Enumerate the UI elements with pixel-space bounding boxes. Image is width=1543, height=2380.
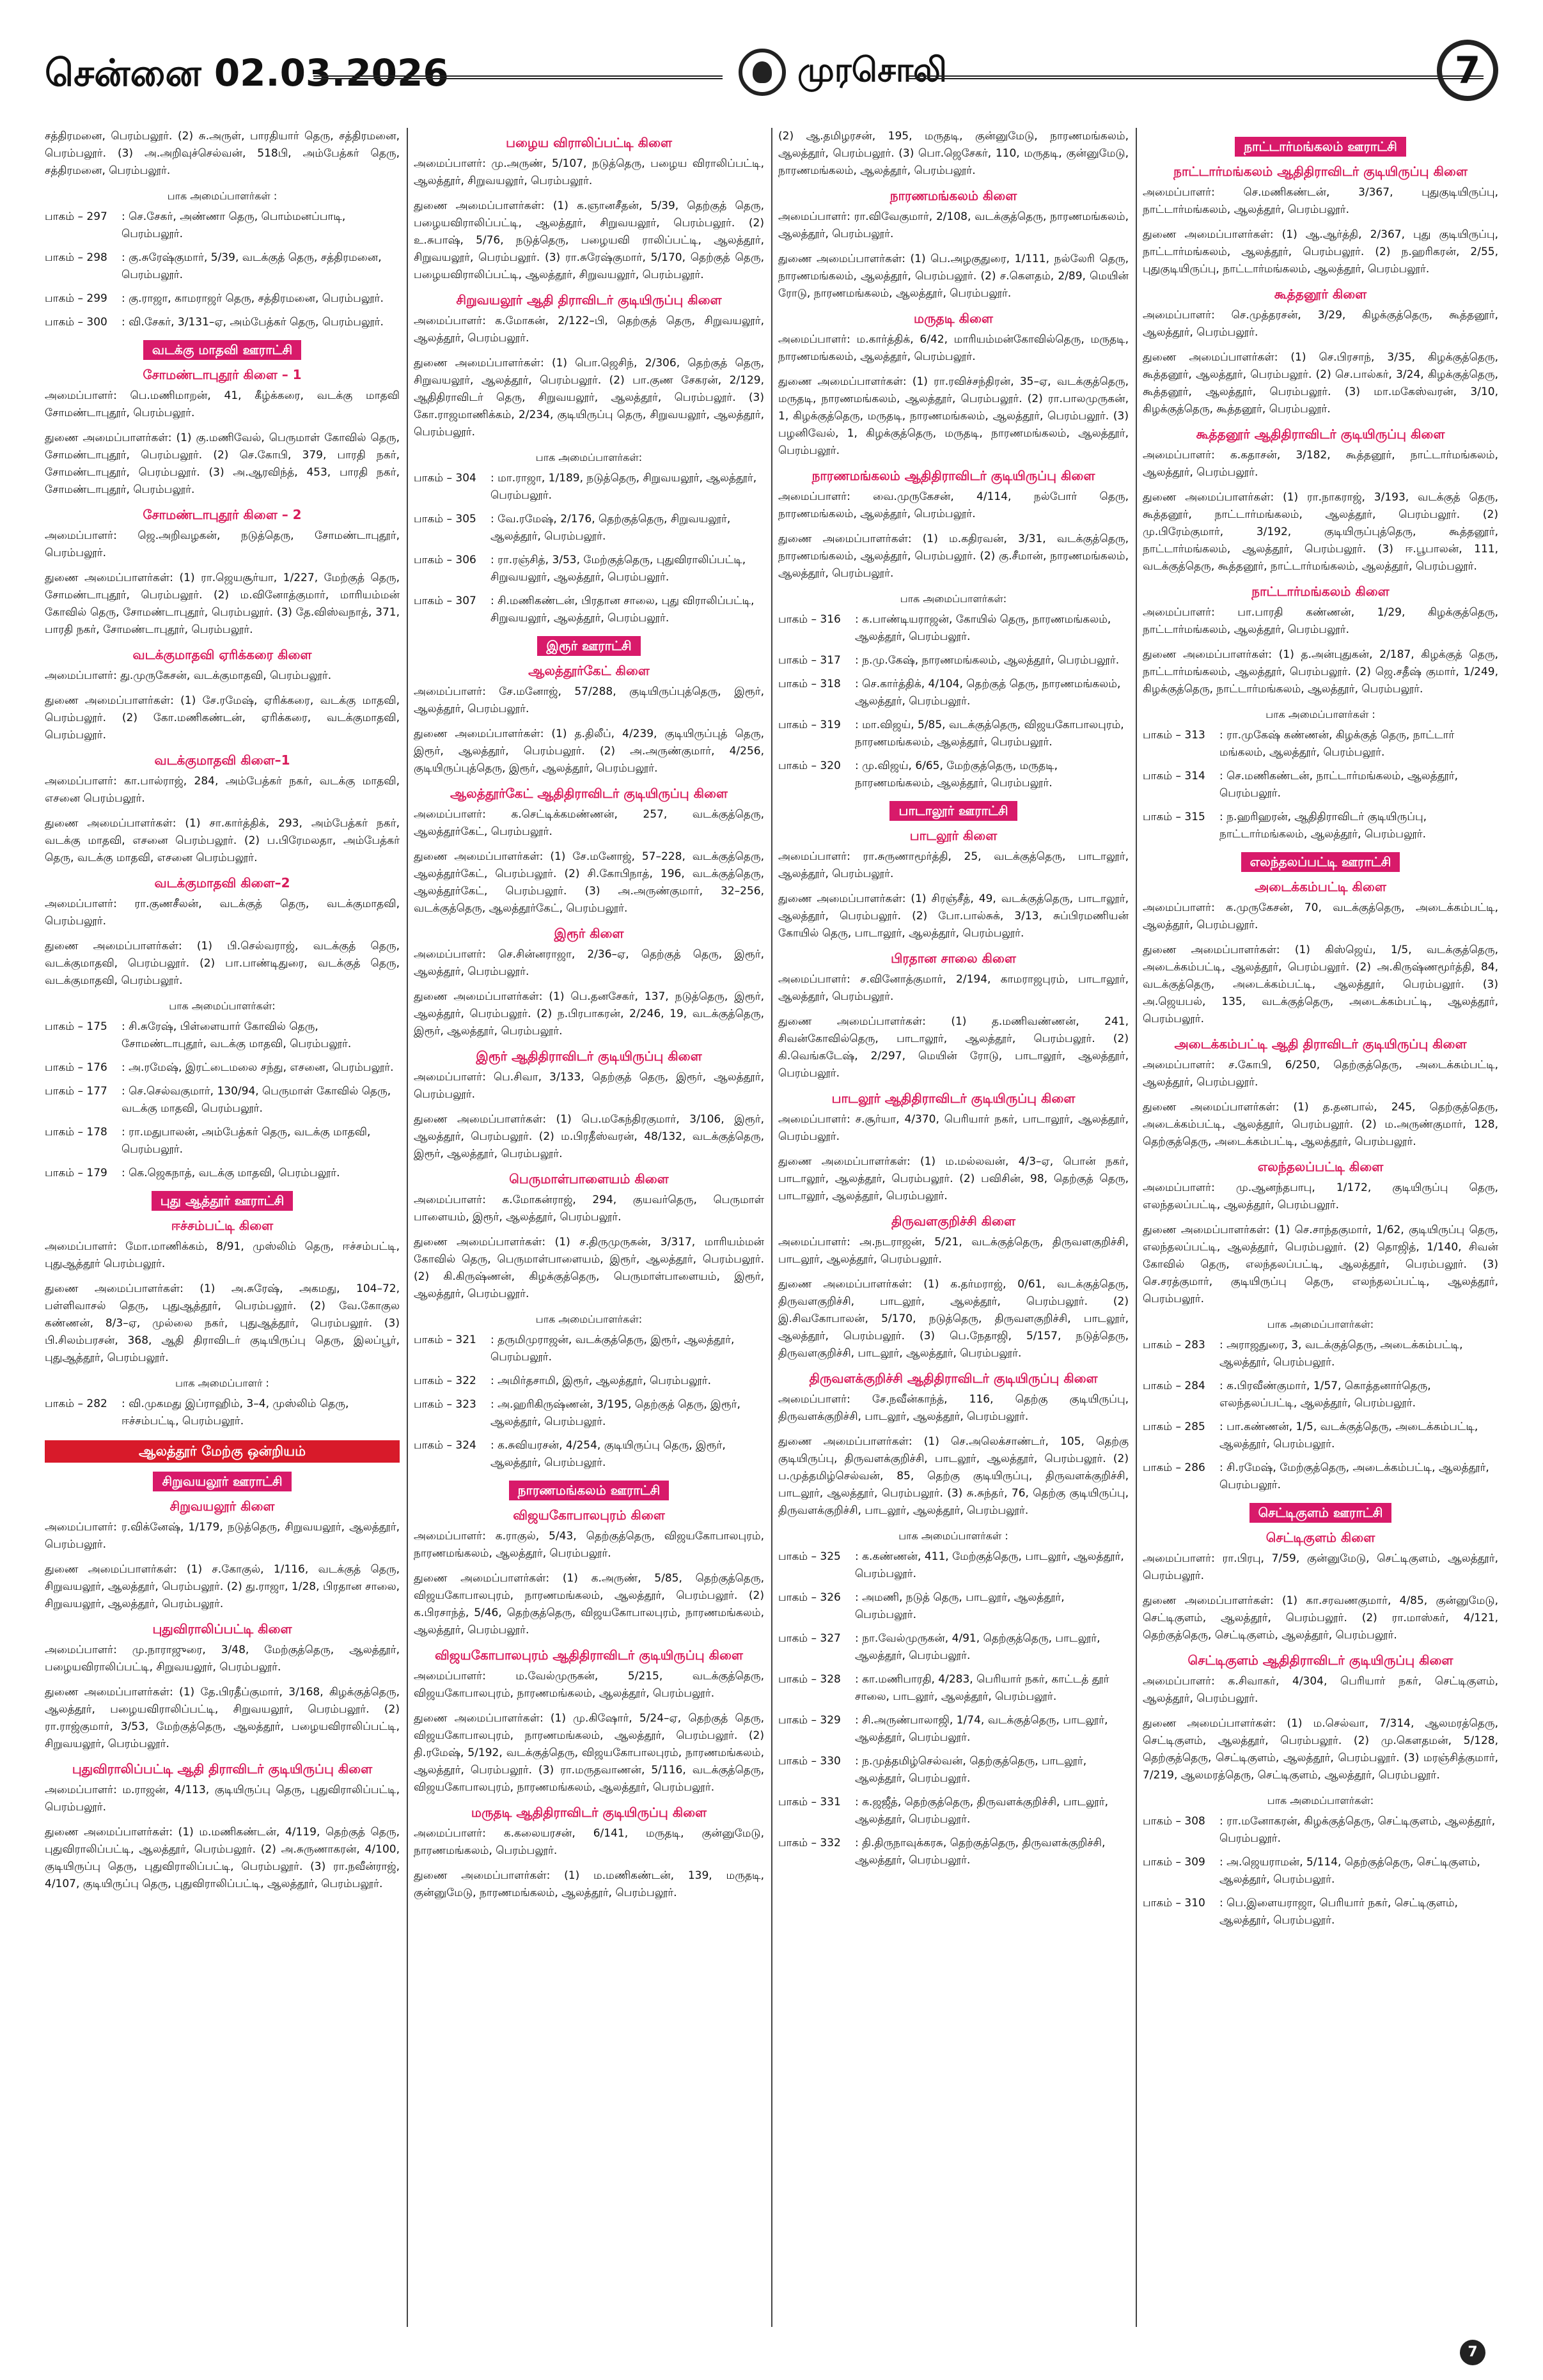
- paragraph: துணை அமைப்பாளர்கள்: (1) அ.சுரேஷ், அகமது, 104–72, பள்ளிவாசல் தெரு, புதுஆத்தூர், பெரம்பலூர். (2) வே.கோகுல கண்ணன், 8/3–ஏ, முல்லை நகர், புதுஆத்தூர், பெரம்பலூர். (3) பி.சிலம்பரசன், 368, ஆதி திராவிடர் குடியிருப்பு தெரு, இலப்பூர், புதுஆத்தூர், பெரம்பலூர்.: [45, 1282, 400, 1364]
- booth-entry: [778, 1712, 1129, 1746]
- booth-organizer: : அ.ஹரிகிருஷ்ணன், 3/195, தெற்குத் தெரு, இரூர், ஆலத்தூர், பெரம்பலூர்.: [490, 1398, 740, 1428]
- booth-entry: [1143, 1813, 1498, 1847]
- booth-number: பாகம் – 318: [778, 678, 841, 690]
- subheading: பாக அமைப்பாளர்கள் :: [167, 190, 278, 202]
- booth-organizer: : கெ.ஜெகநாத், வடக்கு மாதவி, பெரம்பலூர்.: [121, 1167, 340, 1179]
- booth-organizer: : தி.திருநாவுக்கரசு, தெற்குத்தெரு, திருவளக்குறிச்சி, ஆலத்தூர், பெரம்பலூர்.: [855, 1837, 1106, 1867]
- branch-heading: சோமண்டாபுதூர் கிளை – 2: [143, 507, 302, 522]
- branch-heading: பெருமாள்பாளையம் கிளை: [509, 1171, 669, 1186]
- booth-entry: [778, 676, 1129, 710]
- paragraph: அமைப்பாளர்: ரா.சுருணாமூர்த்தி, 25, வடக்குத்தெரு, பாடாலூர், ஆலத்தூர், பெரம்பலூர்.: [778, 850, 1129, 880]
- branch-heading: ஆலத்தூர்கேட் கிளை: [528, 663, 650, 678]
- booth-organizer: : ந.ஹரிஹரன், ஆதிதிராவிடர் குடியிருப்பு, நாட்டார்மங்கலம், ஆலத்தூர், பெரம்பலூர்.: [1219, 811, 1427, 841]
- paragraph: அமைப்பாளர்: மு.ஆனந்தபாபு, 1/172, குடியிருப்பு தெரு, எலந்தலப்பட்டி, ஆலத்தூர், பெரம்பலூர்.: [1143, 1181, 1498, 1211]
- paragraph: துணை அமைப்பாளர்கள்: (1) தே.பிரதீப்குமார், 3/168, கிழக்குத்தெரு, ஆலத்தூர், பழையவிராலிப்பட்டி, சிறுவயலூர், பெரம்பலூர். (2) ரா.ராஜ்குமார், 3/53, மேற்குத்தெரு, ஆலத்தூர், பழையவிராலிப்பட்டி, சிறுவயலூர், பெரம்பலூர்.: [45, 1686, 400, 1750]
- booth-number: பாகம் – 304: [414, 472, 476, 485]
- branch-heading: கூத்தனூர் ஆதிதிராவிடர் குடியிருப்பு கிளை: [1196, 426, 1445, 442]
- paragraph: அமைப்பாளர்: பெ.சிவா, 3/133, தெற்குத் தெரு, இரூர், ஆலத்தூர், பெரம்பலூர்.: [414, 1071, 764, 1101]
- paragraph: அமைப்பாளர்: ஜெ.அறிவழகன், நடுத்தெரு, சோமண்டாபுதூர், பெரம்பலூர்.: [45, 529, 400, 559]
- booth-entry: [414, 1373, 764, 1390]
- panchayat-heading: சிறுவயலூர் ஊராட்சி: [153, 1472, 291, 1491]
- branch-heading: இரூர் கிளை: [554, 926, 624, 941]
- page-number-badge: 7: [1437, 40, 1498, 101]
- branch-heading: நாரணமங்கலம் ஆதிதிராவிடர் குடியிருப்பு கிளை: [811, 468, 1095, 483]
- paragraph: துணை அமைப்பாளர்கள்: (1) த.திலீப், 4/239, குடியிருப்புத் தெரு, இரூர், ஆலத்தூர், பெரம்பலூர். (2) அ.அருண்குமார், 4/256, குடியிருப்புத்தெரு, இரூர், ஆலத்தூர், பெரம்பலூர்.: [414, 727, 764, 775]
- booth-entry: [45, 290, 400, 307]
- paragraph: துணை அமைப்பாளர்கள்: (1) பி.செல்வராஜ், வடக்குத் தெரு, வடக்குமாதவி, பெரம்பலூர். (2) பா.பாண்டிதுரை, வடக்குத் தெரு, வடக்குமாதவி, பெரம்பலூர்.: [45, 940, 400, 987]
- booth-number: பாகம் – 332: [778, 1837, 841, 1849]
- paragraph: அமைப்பாளர்: செ.மணிகண்டன், 3/367, புதுகுடியிருப்பு, நாட்டார்மங்கலம், ஆலத்தூர், பெரம்பலூர்.: [1143, 186, 1498, 216]
- booth-number: பாகம் – 178: [45, 1126, 107, 1139]
- paragraph: அமைப்பாளர்: க.சிவாகர், 4/304, பெரியார் நகர், செட்டிகுளம், ஆலத்தூர், பெரம்பலூர்.: [1143, 1675, 1498, 1705]
- branch-heading: நாட்டார்மங்கலம் ஆதிதிராவிடர் குடியிருப்பு கிளை: [1173, 164, 1468, 179]
- booth-number: பாகம் – 307: [414, 595, 476, 607]
- booth-organizer: : ரா.மதுபாலன், அம்பேத்கர் தெரு, வடக்கு மாதவி, பெரம்பலூர்.: [121, 1126, 371, 1156]
- booth-number: பாகம் – 284: [1143, 1380, 1205, 1392]
- column-4: [1143, 128, 1498, 2327]
- branch-heading: திருவளக்குறிச்சி ஆதிதிராவிடர் குடியிருப்பு கிளை: [809, 1371, 1098, 1386]
- paragraph: அமைப்பாளர்: பெ.மணிமாறன், 41, கீழ்க்கரை, வடக்கு மாதவி சோமண்டாபுதூர், பெரம்பலூர்.: [45, 389, 400, 419]
- branch-heading: வடக்குமாதவி கிளை–1: [154, 752, 290, 768]
- paragraph: துணை அமைப்பாளர்கள்: (1) பெ.தனசேகர், 137, நடுத்தெரு, இரூர், ஆலத்தூர், பெரம்பலூர். (2) ந.பிரபாகரன், 2/246, 19, வடக்குத்தெரு, இரூர், ஆலத்தூர், பெரம்பலூர்.: [414, 990, 764, 1038]
- booth-entry: [1143, 1459, 1498, 1494]
- branch-heading: மருதடி ஆதிதிராவிடர் குடியிருப்பு கிளை: [471, 1805, 707, 1820]
- booth-number: பாகம் – 286: [1143, 1461, 1205, 1474]
- branch-heading: இரூர் ஆதிதிராவிடர் குடியிருப்பு கிளை: [476, 1048, 702, 1064]
- booth-number: பாகம் – 299: [45, 292, 107, 305]
- branch-heading: வடக்குமாதவி ஏரிக்கரை கிளை: [132, 647, 312, 662]
- booth-number: பாகம் – 285: [1143, 1420, 1205, 1433]
- paper-logo-icon: [739, 49, 786, 96]
- paragraph: அமைப்பாளர்: க.மோகன்ராஜ், 294, குயவர்தெரு, பெருமாள் பாளையம், இரூர், ஆலத்தூர், பெரம்பலூர்.: [414, 1194, 764, 1224]
- booth-entry: [1143, 809, 1498, 843]
- booth-number: பாகம் – 325: [778, 1550, 841, 1563]
- booth-number: பாகம் – 320: [778, 759, 841, 772]
- paragraph: துணை அமைப்பாளர்கள்: (1) சே.ரமேஷ், ஏரிக்கரை, வடக்கு மாதவி, பெரம்பலூர். (2) கோ.மணிகண்டன், ஏரிக்கரை, வடக்குமாதவி, பெரம்பலூர்.: [45, 694, 400, 742]
- paragraph: அமைப்பாளர்: க.மோகன், 2/122–பி, தெற்குத் தெரு, சிறுவயலூர், ஆலத்தூர், பெரம்பலூர்.: [414, 315, 764, 345]
- booth-number: பாகம் – 322: [414, 1374, 476, 1387]
- paragraph: துணை அமைப்பாளர்கள்: (1) ரா.நாகராஜ், 3/193, வடக்குத் தெரு, கூத்தனூர், நாட்டார்மங்கலம், ஆலத்தூர், பெரம்பலூர். (2) மு.பிரேம்குமார், 3/192, குடியிருப்புத்தெரு, கூத்தனூர், நாட்டார்மங்கலம், ஆலத்தூர், பெரம்பலூர். (3) ஈ.பூபாலன், 111, வடக்குத்தெரு, கூத்தனூர், நாட்டார்மங்கலம், ஆலத்தூர், பெரம்பலூர்.: [1143, 491, 1498, 573]
- subheading: பாக அமைப்பாளர்கள்:: [900, 593, 1007, 605]
- booth-entry: [45, 1165, 400, 1182]
- paragraph: அமைப்பாளர்: க.முருகேசன், 70, வடக்குத்தெரு, அடைக்கம்பட்டி, ஆலத்தூர், பெரம்பலூர்.: [1143, 901, 1498, 931]
- footer-page-number: 7: [1460, 2340, 1485, 2365]
- booth-number: பாகம் – 310: [1143, 1897, 1205, 1909]
- booth-entry: [778, 758, 1129, 792]
- column-divider: [1136, 128, 1137, 2327]
- booth-organizer: : சி.அருண்பாலாஜி, 1/74, வடக்குத்தெரு, பாடலூர், ஆலத்தூர், பெரம்பலூர்.: [855, 1714, 1108, 1744]
- booth-entry: [414, 1437, 764, 1472]
- booth-organizer: : ரா.முகேஷ் கண்ணன், கிழக்குத் தெரு, நாட்டார் மங்கலம், ஆலத்தூர், பெரம்பலூர்.: [1219, 729, 1455, 759]
- booth-number: பாகம் – 317: [778, 654, 841, 667]
- paragraph: அமைப்பாளர்: ம.ராஜன், 4/113, குடியிருப்பு தெரு, புதுவிராலிப்பட்டி, பெரம்பலூர்.: [45, 1784, 400, 1814]
- booth-entry: [45, 1059, 400, 1077]
- booth-entry: [1143, 1419, 1498, 1453]
- subheading: பாக அமைப்பாளர்கள் :: [1265, 708, 1375, 720]
- column-divider: [771, 128, 772, 2327]
- booth-entry: [414, 470, 764, 504]
- booth-number: பாகம் – 313: [1143, 729, 1205, 742]
- paper-name: முரசொலி: [797, 51, 947, 89]
- subheading: பாக அமைப்பாளர்கள் :: [898, 1530, 1008, 1542]
- paragraph: துணை அமைப்பாளர்கள்: (1) த.தனபால், 245, தெற்குத்தெரு, அடைக்கம்பட்டி, ஆலத்தூர், பெரம்பலூர். (2) ம.அருண்குமார், 128, தெற்குத்தெரு, அடைக்கம்பட்டி, ஆலத்தூர், பெரம்பலூர்.: [1143, 1101, 1498, 1148]
- branch-heading: அடைக்கம்பட்டி கிளை: [1255, 879, 1386, 894]
- booth-organizer: : அமணி, நடுத் தெரு, பாடலூர், ஆலத்தூர், பெரம்பலூர்.: [855, 1591, 1065, 1621]
- booth-number: பாகம் – 298: [45, 251, 107, 264]
- booth-organizer: : க.பாண்டியராஜன், கோயில் தெரு, நாரணமங்கலம், ஆலத்தூர், பெரம்பலூர்.: [855, 613, 1111, 643]
- paragraph: சத்திரமனை, பெரம்பலூர். (2) சு.அருள், பாரதியார் தெரு, சத்திரமனை, பெரம்பலூர். (3) அ.அறிவுச்செல்வன், 518பி, அம்பேத்கர் தெரு, சத்திரமனை, பெரம்பலூர்.: [45, 130, 400, 177]
- paragraph: அமைப்பாளர்: வை.முருகேசன், 4/114, நல்போர் தெரு, நாரணமங்கலம், ஆலத்தூர், பெரம்பலூர்.: [778, 490, 1129, 520]
- header-rule-right: [908, 75, 1484, 79]
- booth-number: பாகம் – 330: [778, 1755, 841, 1768]
- panchayat-heading: புது ஆத்தூர் ஊராட்சி: [152, 1191, 294, 1211]
- branch-heading: பழைய விராலிப்பட்டி கிளை: [506, 135, 672, 150]
- branch-heading: வடக்குமாதவி கிளை–2: [154, 875, 290, 891]
- branch-heading: புதுவிராலிப்பட்டி ஆதி திராவிடர் குடியிருப்பு கிளை: [72, 1761, 373, 1777]
- paragraph: துணை அமைப்பாளர்கள்: (1) ம.கதிரவன், 3/31, வடக்குத்தெரு, நாரணமங்கலம், ஆலத்தூர், பெரம்பலூர். (2) கு.சீமான், நாரணமங்கலம், ஆலத்தூர், பெரம்பலூர்.: [778, 533, 1129, 580]
- subheading: பாக அமைப்பாளர்கள்:: [1267, 1794, 1374, 1807]
- booth-organizer: : கா.மணிபாரதி, 4/283, பெரியார் நகர், காட்டத் தூர் சாலை, பாடலூர், ஆலத்தூர், பெரம்பலூர்.: [855, 1673, 1109, 1703]
- booth-organizer: : வி.முகமது இப்ராஹிம், 3–4, முஸ்லிம் தெரு, ஈச்சம்பட்டி, பெரம்பலூர்.: [121, 1397, 349, 1427]
- paragraph: துணை அமைப்பாளர்கள்: (1) சே.மனோஜ், 57–228, வடக்குத்தெரு, ஆலத்தூர்கேட், பெரம்பலூர். (2) சி.கோபிநாத், 196, வடக்குத்தெரு, ஆலத்தூர்கேட், பெரம்பலூர். (3) அ.அருண்குமார், 32–256, வடக்குத்தெரு, ஆலத்தூர்கேட், பெரம்பலூர்.: [414, 850, 764, 915]
- branch-heading: அடைக்கம்பட்டி ஆதி திராவிடர் குடியிருப்பு கிளை: [1174, 1036, 1467, 1052]
- booth-entry: [778, 1630, 1129, 1665]
- panchayat-heading: செட்டிகுளம் ஊராட்சி: [1249, 1503, 1392, 1523]
- booth-organizer: : அ.ஜெயராமன், 5/114, தெற்குத்தெரு, செட்டிகுளம், ஆலத்தூர், பெரம்பலூர்.: [1219, 1856, 1480, 1886]
- booth-number: பாகம் – 309: [1143, 1856, 1205, 1869]
- paragraph: அமைப்பாளர்: செ.முத்தரசன், 3/29, கிழக்குத்தெரு, கூத்தனூர், ஆலத்தூர், பெரம்பலூர்.: [1143, 309, 1498, 339]
- branch-heading: திருவளகுறிச்சி கிளை: [891, 1213, 1016, 1229]
- booth-organizer: : செ.மணிகண்டன், நாட்டார்மங்கலம், ஆலத்தூர், பெரம்பலூர்.: [1219, 770, 1459, 800]
- paragraph: துணை அமைப்பாளர்கள்: (1) ரா.ரவிச்சந்திரன், 35–ஏ, வடக்குத்தெரு, மருதடி, நாரணமங்கலம், ஆலத்தூர், பெரம்பலூர். (2) ரா.பாலமுருகன், 1, கிழக்குத்தெரு, மருதடி, நாரணமங்கலம், ஆலத்தூர், பெரம்பலூர். (3) பழனிவேல், 1, கிழக்குத்தெரு, மருதடி, நாரணமங்கலம், ஆலத்தூர், பெரம்பலூர்.: [778, 375, 1129, 457]
- paragraph: துணை அமைப்பாளர்கள்: (1) கிஸ்ஜெய், 1/5, வடக்குத்தெரு, அடைக்கம்பட்டி, ஆலத்தூர், பெரம்பலூர். (2) அ.கிருஷ்ணமூர்த்தி, 84, வடக்குத்தெரு, அடைக்கம்பட்டி, ஆலத்தூர், பெரம்பலூர். (3) அ.ஜெயபல், 135, வடக்குத்தெரு, அடைக்கம்பட்டி, ஆலத்தூர், பெரம்பலூர்.: [1143, 944, 1498, 1025]
- branch-heading: நாரணமங்கலம் கிளை: [889, 188, 1017, 203]
- paragraph: துணை அமைப்பாளர்கள்: (1) த.அன்புதுகன், 2/187, கிழக்குத் தெரு, நாட்டார்மங்கலம், ஆலத்தூர், பெரம்பலூர். (2) ஜெ.சதீஷ் குமார், 1/249, கிழக்குத்தெரு, நாட்டார்மங்கலம், ஆலத்தூர், பெரம்பலூர்.: [1143, 648, 1498, 696]
- brand: [739, 43, 947, 101]
- booth-organizer: : மா.விஜய், 5/85, வடக்குத்தெரு, விஜயகோபாலபுரம், நாரணமங்கலம், ஆலத்தூர், பெரம்பலூர்.: [855, 719, 1124, 749]
- paragraph: துணை அமைப்பாளர்கள்: (1) மு.கிஷோர், 5/24–ஏ, தெற்குத் தெரு, விஜயகோபாலபுரம், நாரணமங்கலம், ஆலத்தூர், பெரம்பலூர். (2) தி.ரமேஷ், 5/192, வடக்குத்தெரு, விஜயகோபாலபுரம், நாரணமங்கலம், ஆலத்தூர், பெரம்பலூர். (3) ரா.மருதவாணன், 5/116, வடக்குத்தெரு, விஜயகோபாலபுரம், நாரணமங்கலம், ஆலத்தூர், பெரம்பலூர்.: [414, 1712, 764, 1794]
- paragraph: அமைப்பாளர்: ம.கார்த்திக், 6/42, மாரியம்மன்கோவில்தெரு, மருதடி, நாரணமங்கலம், ஆலத்தூர், பெரம்பலூர்.: [778, 333, 1129, 363]
- paragraph: துணை அமைப்பாளர்கள்: (1) ச.கோகுல், 1/116, வடக்குத் தெரு, சிறுவயலூர், ஆலத்தூர், பெரம்பலூர். (2) து.ராஜா, 1/28, பிரதான சாலை, சிறுவயலூர், ஆலத்தூர், பெரம்பலூர்.: [45, 1563, 400, 1610]
- booth-number: பாகம் – 329: [778, 1714, 841, 1727]
- booth-organizer: : க.ஜஜீத், தெற்குத்தெரு, திருவளக்குறிச்சி, பாடலூர், ஆலத்தூர், பெரம்பலூர்.: [855, 1796, 1108, 1826]
- booth-entry: [778, 652, 1129, 669]
- paragraph: துணை அமைப்பாளர்கள்: (1) பொ.ஜெசிந், 2/306, தெற்குத் தெரு, சிறுவயலூர், ஆலத்தூர், பெரம்பலூர். (2) பா.குண சேகரன், 2/129, ஆதிதிராவிடர் தெரு, சிறுவயலூர், ஆலத்தூர், பெரம்பலூர். (3) கோ.ராஜமாணிக்கம், 2/234, குடியிருப்பு தெரு, சிறுவயலூர், ஆலத்தூர், பெரம்பலூர்.: [414, 357, 764, 439]
- booth-entry: [1143, 1378, 1498, 1412]
- paragraph: அமைப்பாளர்: ரா.பிரபு, 7/59, குன்னுமேடு, செட்டிகுளம், ஆலத்தூர், பெரம்பலூர்.: [1143, 1552, 1498, 1582]
- booth-entry: [414, 1396, 764, 1431]
- booth-number: பாகம் – 177: [45, 1085, 107, 1098]
- paragraph: அமைப்பாளர்: சே.நவீன்காந்த், 116, தெற்கு குடியிருப்பு, திருவளக்குறிச்சி, பாடலூர், ஆலத்தூர், பெரம்பலூர்.: [778, 1393, 1129, 1423]
- paragraph: அமைப்பாளர்: மு.நாராஜுரை, 3/48, மேற்குத்தெரு, ஆலத்தூர், பழையவிராலிப்பட்டி, சிறுவயலூர், பெரம்பலூர்.: [45, 1644, 400, 1674]
- panchayat-heading: இரூர் ஊராட்சி: [537, 636, 640, 656]
- panchayat-heading: எலந்தலப்பட்டி ஊராட்சி: [1241, 852, 1400, 872]
- booth-number: பாகம் – 324: [414, 1439, 476, 1452]
- booth-entry: [778, 1589, 1129, 1624]
- branch-heading: பாடலூர் கிளை: [909, 828, 998, 843]
- booth-organizer: : க.பிரவீண்குமார், 1/57, கொத்தனார்தெரு, எலந்தலப்பட்டி, ஆலத்தூர், பெரம்பலூர்.: [1219, 1380, 1431, 1410]
- paragraph: அமைப்பாளர்: க.கதாசன், 3/182, கூத்தனூர், நாட்டார்மங்கலம், ஆலத்தூர், பெரம்பலூர்.: [1143, 449, 1498, 479]
- booth-number: பாகம் – 283: [1143, 1339, 1205, 1351]
- branch-heading: பாடலூர் ஆதிதிராவிடர் குடியிருப்பு கிளை: [831, 1091, 1076, 1106]
- booth-number: பாகம் – 327: [778, 1632, 841, 1645]
- paragraph: துணை அமைப்பாளர்கள்: (1) செ.பிரசாந், 3/35, கிழக்குத்தெரு, கூத்தனூர், ஆலத்தூர், பெரம்பலூர். (2) செ.பால்கர், 3/24, கிழக்குத்தெரு, கூத்தனூர், ஆலத்தூர், பெரம்பலூர். (3) மா.மகேஸ்வரன், 3/10, கிழக்குத்தெரு, கூத்தனூர், பெரம்பலூர்.: [1143, 351, 1498, 416]
- paragraph: அமைப்பாளர்: க.ராகுல், 5/43, தெற்குத்தெரு, விஜயகோபாலபுரம், நாரணமங்கலம், ஆலத்தூர், பெரம்பலூர்.: [414, 1530, 764, 1560]
- branch-heading: நாட்டார்மங்கலம் கிளை: [1251, 584, 1390, 599]
- paragraph: துணை அமைப்பாளர்கள்: (1) சா.கார்த்திக், 293, அம்பேத்கர் நகர், வடக்கு மாதவி, எசனை பெரம்பலூர். (2) ப.பிரேமலதா, அம்பேத்கர் தெரு, வடக்கு மாதவி, எசனை பெரம்பலூர்.: [45, 817, 400, 864]
- booth-number: பாகம் – 306: [414, 554, 476, 566]
- branch-heading: புதுவிராலிப்பட்டி கிளை: [152, 1621, 292, 1637]
- branch-heading: ஈச்சம்பட்டி கிளை: [171, 1218, 274, 1233]
- paragraph: துணை அமைப்பாளர்கள்: (1) ம.செல்வா, 7/314, ஆலமரத்தெரு, செட்டிகுளம், ஆலத்தூர், பெரம்பலூர். (2) மு.கௌதமன், 5/128, தெற்குத்தெரு, செட்டிகுளம், ஆலத்தூர், பெரம்பலூர். (3) மரஞ்சித்குமார், 7/219, ஆலமரத்தெரு, செட்டிகுளம், ஆலத்தூர், பெரம்பலூர்.: [1143, 1717, 1498, 1782]
- booth-number: பாகம் – 315: [1143, 811, 1205, 823]
- paragraph: அமைப்பாளர்: செ.சின்னராஜா, 2/36–ஏ, தெற்குத் தெரு, இரூர், ஆலத்தூர், பெரம்பலூர்.: [414, 948, 764, 978]
- booth-entry: [414, 1332, 764, 1366]
- paragraph: துணை அமைப்பாளர்கள்: (1) சிரஞ்சீத், 49, வடக்குத்தெரு, பாடாலூர், ஆலத்தூர், பெரம்பலூர். (2) போ.பால்சுக், 3/13, சுப்பிரமணியன் கோயில் தெரு, பாடாலூர், ஆலத்தூர், பெரம்பலூர்.: [778, 892, 1129, 940]
- booth-entry: [778, 611, 1129, 646]
- branch-heading: கூத்தனூர் கிளை: [1274, 286, 1367, 302]
- subheading: பாக அமைப்பாளர்கள்:: [169, 1000, 276, 1012]
- column-divider: [407, 128, 408, 2327]
- booth-entry: [45, 1083, 400, 1117]
- booth-entry: [778, 1548, 1129, 1583]
- paragraph: அமைப்பாளர்: ம.வேல்முருகன், 5/215, வடக்குத்தெரு, விஜயகோபாலபுரம், நாரணமங்கலம், ஆலத்தூர், பெரம்பலூர்.: [414, 1670, 764, 1700]
- union-heading: ஆலத்தூர் மேற்கு ஒன்றியம்: [45, 1440, 400, 1463]
- booth-organizer: : க.கண்ணன், 411, மேற்குத்தெரு, பாடலூர், ஆலத்தூர், பெரம்பலூர்.: [855, 1550, 1124, 1580]
- booth-organizer: : மு.விஜய், 6/65, மேற்குத்தெரு, மருதடி, நாரணமங்கலம், ஆலத்தூர், பெரம்பலூர்.: [855, 759, 1058, 789]
- paragraph: துணை அமைப்பாளர்கள்: (1) பெ.அழகுதுரை, 1/111, நல்லேரி தெரு, நாரணமங்கலம், ஆலத்தூர், பெரம்பலூர். (2) ச.கௌதம், 2/89, மெயின் ரோடு, நாரணமங்கலம், ஆலத்தூர், பெரம்பலூர்.: [778, 253, 1129, 300]
- subheading: பாக அமைப்பாளர்கள்:: [535, 451, 643, 463]
- booth-number: பாகம் – 282: [45, 1397, 107, 1410]
- booth-number: பாகம் – 316: [778, 613, 841, 626]
- branch-heading: சிறுவயலூர் ஆதி திராவிடர் குடியிருப்பு கிளை: [456, 292, 722, 307]
- booth-organizer: : பெ.இளையராஜா, பெரியார் நகர், செட்டிகுளம், ஆலத்தூர், பெரம்பலூர்.: [1219, 1897, 1458, 1927]
- paragraph: அமைப்பாளர்: சே.மனோஜ், 57/288, குடியிருப்புத்தெரு, இரூர், ஆலத்தூர், பெரம்பலூர்.: [414, 685, 764, 715]
- paragraph: துணை அமைப்பாளர்கள்: (1) ஆ.ஆர்த்தி, 2/367, புது குடியிருப்பு, நாட்டார்மங்கலம், ஆலத்தூர், பெரம்பலூர். (2) ந.ஹரிகரன், 2/55, புதுகுடியிருப்பு, நாட்டார்மங்கலம், ஆலத்தூர், பெரம்பலூர்.: [1143, 228, 1498, 276]
- column-3: [778, 128, 1129, 2327]
- paragraph: துணை அமைப்பாளர்கள்: (1) ரா.ஜெயசூர்யா, 1/227, மேற்குத் தெரு, சோமண்டாபுதூர், பெரம்பலூர். (2) ம.வினோத்குமார், மாரியம்மன் கோவில் தெரு, சோமண்டாபுதூர், பெரம்பலூர். (3) தே.விஸ்வநாத், 371, பாரதி நகர், சோமண்டாபுதூர், பெரம்பலூர்.: [45, 572, 400, 636]
- paragraph: துணை அமைப்பாளர்கள்: (1) ம.மணிகண்டன், 4/119, தெற்குத் தெரு, புதுவிராலிப்பட்டி, ஆலத்தூர், பெரம்பலூர். (2) அ.சுருணாகரன், 4/100, குடியிருப்பு தெரு, புதுவிராலிப்பட்டி, பெரம்பலூர். (3) ரா.நவீன்ராஜ், 4/107, குடியிருப்பு தெரு, புதுவிராலிப்பட்டி, ஆலத்தூர், பெரம்பலூர்.: [45, 1826, 400, 1890]
- branch-heading: செட்டிகுளம் ஆதிதிராவிடர் குடியிருப்பு கிளை: [1187, 1653, 1453, 1668]
- booth-organizer: : செ.கார்த்திக், 4/104, தெற்குத் தெரு, நாரணமங்கலம், ஆலத்தூர், பெரம்பலூர்.: [855, 678, 1121, 708]
- paragraph: துணை அமைப்பாளர்கள்: (1) பெ.மகேந்திரகுமார், 3/106, இரூர், ஆலத்தூர், பெரம்பலூர். (2) ம.பிரதீஸ்வரன், 48/132, வடக்குத்தெரு, இரூர், ஆலத்தூர், பெரம்பலூர்.: [414, 1113, 764, 1160]
- branch-heading: விஜயகோபாலபுரம் கிளை: [513, 1507, 665, 1523]
- paragraph: அமைப்பாளர்: மு.அருண், 5/107, நடுத்தெரு, பழைய விராலிப்பட்டி, ஆலத்தூர், சிறுவயலூர், பெரம்பலூர்.: [414, 157, 764, 187]
- panchayat-heading: நாரணமங்கலம் ஊராட்சி: [509, 1481, 670, 1500]
- header-rule-left: [313, 75, 723, 79]
- booth-organizer: : கு.ராஜா, காமராஜர் தெரு, சத்திரமனை, பெரம்பலூர்.: [121, 292, 384, 305]
- booth-organizer: : க.சுவியரசன், 4/254, குடியிருப்பு தெரு, இரூர், ஆலத்தூர், பெரம்பலூர்.: [490, 1439, 726, 1469]
- branch-heading: ஆலத்தூர்கேட் ஆதிதிராவிடர் குடியிருப்பு கிளை: [450, 786, 728, 801]
- branch-heading: விஜயகோபாலபுரம் ஆதிதிராவிடர் குடியிருப்பு கிளை: [435, 1647, 743, 1663]
- paragraph: துணை அமைப்பாளர்கள்: (1) க.ஞானசீதன், 5/39, தெற்குத் தெரு, பழையவிராலிப்பட்டி, ஆலத்தூர், சிறுவயலூர், பெரம்பலூர். (2) உ.சுபாஷ், 5/76, நடுத்தெரு, பழையவி ராலிப்பட்டி, ஆலத்தூர், சிறுவயலூர், பெரம்பலூர். (3) ரா.சுரேஷ்குமார், 5/170, தெற்குத் தெரு, பழையவிராலிப்பட்டி, ஆலத்தூர், சிறுவயலூர், பெரம்பலூர்.: [414, 199, 764, 281]
- paragraph: அமைப்பாளர்: பா.பாரதி கண்ணன், 1/29, கிழக்குத்தெரு, நாட்டார்மங்கலம், ஆலத்தூர், பெரம்பலூர்.: [1143, 606, 1498, 636]
- booth-number: பாகம் – 328: [778, 1673, 841, 1686]
- booth-entry: [1143, 1337, 1498, 1371]
- column-2: [414, 128, 764, 2327]
- branch-heading: மருதடி கிளை: [914, 311, 993, 326]
- branch-heading: சோமண்டாபுதூர் கிளை – 1: [143, 367, 302, 382]
- booth-entry: [414, 552, 764, 586]
- paragraph: அமைப்பாளர்: க.கலையரசன், 6/141, மருதடி, குன்னுமேடு, நாரணமங்கலம், பெரம்பலூர்.: [414, 1827, 764, 1857]
- booth-entry: [778, 717, 1129, 751]
- paragraph: அமைப்பாளர்: அ.நடராஜன், 5/21, வடக்குத்தெரு, திருவளகுறிச்சி, பாடலூர், ஆலத்தூர், பெரம்பலூர்.: [778, 1236, 1129, 1266]
- booth-entry: [45, 1124, 400, 1158]
- booth-entry: [414, 593, 764, 627]
- booth-entry: [45, 1018, 400, 1053]
- booth-entry: [1143, 1895, 1498, 1929]
- booth-organizer: : ரா.ரஞ்சித், 3/53, மேற்குத்தெரு, புதுவிராலிப்பட்டி, சிறுவயலூர், ஆலத்தூர், பெரம்பலூர்.: [490, 554, 746, 584]
- booth-organizer: : சி.மணிகண்டன், பிரதான சாலை, புது விராலிப்பட்டி, சிறுவயலூர், ஆலத்தூர், பெரம்பலூர்.: [490, 595, 755, 625]
- booth-number: பாகம் – 321: [414, 1334, 476, 1346]
- booth-organizer: : அமிர்தசாமி, இரூர், ஆலத்தூர், பெரம்பலூர்.: [490, 1374, 712, 1387]
- booth-organizer: : சி.ரமேஷ், மேற்குத்தெரு, அடைக்கம்பட்டி, ஆலத்தூர், பெரம்பலூர்.: [1219, 1461, 1489, 1491]
- booth-entry: [414, 511, 764, 545]
- booth-entry: [1143, 768, 1498, 802]
- paragraph: அமைப்பாளர்: ரா.விவேகுமார், 2/108, வடக்குத்தெரு, நாரணமங்கலம், ஆலத்தூர், பெரம்பலூர்.: [778, 210, 1129, 240]
- booth-number: பாகம் – 179: [45, 1167, 107, 1179]
- paragraph: அமைப்பாளர்: ரா.குணசீலன், வடக்குத் தெரு, வடக்குமாதவி, பெரம்பலூர்.: [45, 898, 400, 928]
- booth-number: பாகம் – 319: [778, 719, 841, 731]
- booth-organizer: : கு.சுரேஷ்குமார், 5/39, வடக்குத் தெரு, சத்திரமனை, பெரம்பலூர்.: [121, 251, 382, 281]
- subheading: பாக அமைப்பாளர்கள்:: [1267, 1318, 1374, 1330]
- booth-number: பாகம் – 297: [45, 210, 107, 223]
- subheading: பாக அமைப்பாளர் :: [175, 1377, 269, 1389]
- paragraph: துணை அமைப்பாளர்கள்: (1) செ.சாந்தகுமார், 1/62, குடியிருப்பு தெரு, எலந்தலப்பட்டி, ஆலத்தூர், பெரம்பலூர். (2) தொஜித், 1/140, சிவன் கோவில் தெரு, எலந்தலப்பட்டி, ஆலத்தூர், பெரம்பலூர். (3) செ.சரத்குமார், குடியிருப்பு தெரு, எலந்தலப்பட்டி, ஆலத்தூர், பெரம்பலூர்.: [1143, 1224, 1498, 1305]
- booth-organizer: : ந.முத்தமிழ்செல்வன், தெற்குத்தெரு, பாடலூர், ஆலத்தூர், பெரம்பலூர்.: [855, 1755, 1087, 1785]
- paragraph: அமைப்பாளர்: க.செட்டிக்கமண்ணன், 257, வடக்குத்தெரு, ஆலத்தூர்கேட், பெரம்பலூர்.: [414, 808, 764, 838]
- booth-organizer: : வி.சேகர், 3/131–ஏ, அம்பேத்கர் தெரு, பெரம்பலூர்.: [121, 316, 384, 329]
- paragraph: துணை அமைப்பாளர்கள்: (1) ம.மணிகண்டன், 139, மருதடி, குன்னுமேடு, நாரணமங்கலம், ஆலத்தூர், பெரம்பலூர்.: [414, 1869, 764, 1899]
- masthead: [45, 38, 1498, 109]
- booth-organizer: : ந.மு.கேஷ், நாரணமங்கலம், ஆலத்தூர், பெரம்பலூர்.: [855, 654, 1120, 667]
- branch-heading: செட்டிகுளம் கிளை: [1265, 1530, 1375, 1545]
- booth-number: பாகம் – 326: [778, 1591, 841, 1604]
- booth-number: பாகம் – 331: [778, 1796, 841, 1808]
- booth-entry: [778, 1753, 1129, 1787]
- booth-number: பாகம் – 300: [45, 316, 107, 329]
- paragraph: (2) ஆ.தமிழரசன், 195, மருதடி, குன்னுமேடு, நாரணமங்கலம், ஆலத்தூர், பெரம்பலூர். (3) பொ.ஜெசேகர், 110, மருதடி, குன்னுமேடு, நாரணமங்கலம், ஆலத்தூர், பெரம்பலூர்.: [778, 130, 1129, 177]
- paragraph: அமைப்பாளர்: மோ.மாணிக்கம், 8/91, முஸ்லிம் தெரு, ஈச்சம்பட்டி, புதுஆத்தூர் பெரம்பலூர்.: [45, 1240, 400, 1270]
- panchayat-heading: பாடாலூர் ஊராட்சி: [889, 801, 1017, 821]
- subheading: பாக அமைப்பாளர்கள்:: [535, 1313, 643, 1325]
- paragraph: அமைப்பாளர்: கா.பால்ராஜ், 284, அம்பேத்கர் நகர், வடக்கு மாதவி, எசனை பெரம்பலூர்.: [45, 775, 400, 805]
- booth-number: பாகம் – 323: [414, 1398, 476, 1411]
- paragraph: அமைப்பாளர்: ச.சூர்யா, 4/370, பெரியார் நகர், பாடாலூர், ஆலத்தூர், பெரம்பலூர்.: [778, 1113, 1129, 1143]
- booth-organizer: : அ.ரமேஷ், இரட்டைமலை சந்து, எசனை, பெரம்பலூர்.: [121, 1061, 394, 1074]
- booth-entry: [778, 1835, 1129, 1869]
- branch-heading: எலந்தலப்பட்டி கிளை: [1257, 1159, 1384, 1174]
- paragraph: துணை அமைப்பாளர்கள்: (1) ம.மல்லவன், 4/3–ஏ, பொன் நகர், பாடாலூர், ஆலத்தூர், பெரம்பலூர். (2) பவிசின், 98, தெற்குத் தெரு, பாடாலூர், ஆலத்தூர், பெரம்பலூர்.: [778, 1155, 1129, 1202]
- paragraph: துணை அமைப்பாளர்கள்: (1) செ.அலெக்சாண்டர், 105, தெற்கு குடியிருப்பு, திருவளக்குறிச்சி, பாடலூர், ஆலத்தூர், பெரம்பலூர். (2) ப.முத்தமிழ்செல்வன், 85, தெற்கு குடியிருப்பு, திருவளக்குறிச்சி, பாடலூர், ஆலத்தூர், பெரம்பலூர். (3) சு.சுந்தர், 76, தெற்கு குடியிருப்பு, திருவளக்குறிச்சி, பாடலூர், ஆலத்தூர், பெரம்பலூர்.: [778, 1435, 1129, 1517]
- booth-entry: [45, 314, 400, 331]
- booth-organizer: : ரா.மனோகரன், கிழக்குத்தெரு, செட்டிகுளம், ஆலத்தூர், பெரம்பலூர்.: [1219, 1815, 1496, 1845]
- booth-entry: [1143, 727, 1498, 761]
- branch-heading: பிரதான சாலை கிளை: [891, 951, 1016, 966]
- panchayat-heading: நாட்டார்மங்கலம் ஊராட்சி: [1235, 137, 1406, 157]
- booth-entry: [45, 249, 400, 284]
- booth-entry: [778, 1794, 1129, 1828]
- paragraph: அமைப்பாளர்: ச.வினோத்குமார், 2/194, காமராஜபுரம், பாடாலூர், ஆலத்தூர், பெரம்பலூர்.: [778, 973, 1129, 1003]
- paragraph: துணை அமைப்பாளர்கள்: (1) ச.திருமுருகன், 3/317, மாரியம்மன் கோவில் தெரு, பெருமாள்பாளையம், இரூர், ஆலத்தூர், பெரம்பலூர். (2) கி.கிருஷ்ணன், கிழக்குத்தெரு, பெருமாள்பாளையம், இரூர், ஆலத்தூர், பெரம்பலூர்.: [414, 1236, 764, 1300]
- booth-organizer: : நா.வேல்முருகன், 4/91, தெற்குத்தெரு, பாடலூர், ஆலத்தூர், பெரம்பலூர்.: [855, 1632, 1100, 1662]
- booth-number: பாகம் – 175: [45, 1020, 107, 1033]
- booth-number: பாகம் – 314: [1143, 770, 1205, 782]
- booth-number: பாகம் – 308: [1143, 1815, 1205, 1828]
- booth-organizer: : சி.சுரேஷ், பிள்ளையார் கோவில் தெரு, சோமண்டாபுதூர், வடக்கு மாதவி, பெரம்பலூர்.: [121, 1020, 352, 1050]
- paragraph: துணை அமைப்பாளர்கள்: (1) கு.மணிவேல், பெருமாள் கோவில் தெரு, சோமண்டாபுதூர், பெரம்பலூர். (2) செ.கோபி, 379, பாரதி நகர், சோமண்டாபுதூர், பெரம்பலூர். (3) அ.ஆரவிந்த், 453, பாரதி நகர், சோமண்டாபுதூர், பெரம்பலூர்.: [45, 432, 400, 496]
- paragraph: அமைப்பாளர்: து.முருகேசன், வடக்குமாதவி, பெரம்பலூர்.: [45, 669, 332, 682]
- paragraph: துணை அமைப்பாளர்கள்: (1) க.தர்மராஜ், 0/61, வடக்குத்தெரு, திருவளகுறிச்சி, பாடலூர், ஆலத்தூர், பெரம்பலூர். (2) இ.சிவகோபாலன், 5/170, நடுத்தெரு, திருவளகுறிச்சி, பாடலூர், ஆலத்தூர், பெரம்பலூர். (3) பெ.நேதாஜி, 5/157, நடுத்தெரு, திருவளகுறிச்சி, பாடலூர், ஆலத்தூர், பெரம்பலூர்.: [778, 1278, 1129, 1360]
- column-1: [45, 128, 400, 2327]
- booth-entry: [45, 208, 400, 243]
- booth-entry: [45, 1396, 400, 1430]
- booth-organizer: : பா.கண்ணன், 1/5, வடக்குத்தெரு, அடைக்கம்பட்டி, ஆலத்தூர், பெரம்பலூர்.: [1219, 1420, 1478, 1451]
- booth-entry: [778, 1671, 1129, 1706]
- booth-organizer: : செ.செல்வகுமார், 130/94, பெருமாள் கோவில் தெரு, வடக்கு மாதவி, பெரம்பலூர்.: [121, 1085, 391, 1115]
- paragraph: துணை அமைப்பாளர்கள்: (1) கா.சரவணகுமார், 4/85, குன்னுமேடு, செட்டிகுளம், ஆலத்தூர், பெரம்பலூர். (2) ரா.மாஸ்கர், 4/121, தெற்குத்தெரு, செட்டிகுளம், ஆலத்தூர், பெரம்பலூர்.: [1143, 1594, 1498, 1642]
- booth-organizer: : அராஜதுரை, 3, வடக்குத்தெரு, அடைக்கம்பட்டி, ஆலத்தூர், பெரம்பலூர்.: [1219, 1339, 1463, 1369]
- paragraph: துணை அமைப்பாளர்கள்: (1) த.மணிவண்ணன், 241, சிவன்கோவில்தெரு, பாடாலூர், ஆலத்தூர், பெரம்பலூர். (2) கி.வெங்கடேஷ், 2/297, மெயின் ரோடு, பாடாலூர், ஆலத்தூர், பெரம்பலூர்.: [778, 1015, 1129, 1080]
- booth-number: பாகம் – 176: [45, 1061, 107, 1074]
- booth-organizer: : மா.ராஜா, 1/189, நடுத்தெரு, சிறுவயலூர், ஆலத்தூர், பெரம்பலூர்.: [490, 472, 757, 502]
- booth-number: பாகம் – 305: [414, 513, 476, 525]
- booth-organizer: : வே.ரமேஷ், 2/176, தெற்குத்தெரு, சிறுவயலூர், ஆலத்தூர், பெரம்பலூர்.: [490, 513, 731, 543]
- booth-organizer: : செ.சேகர், அண்ணா தெரு, பொம்மனப்பாடி, பெரம்பலூர்.: [121, 210, 346, 240]
- paragraph: துணை அமைப்பாளர்கள்: (1) க.அருண், 5/85, தெற்குத்தெரு, விஜயகோபாலபுரம், நாரணமங்கலம், ஆலத்தூர், பெரம்பலூர். (2) க.பிரசாந்த், 5/46, தெற்குத்தெரு, விஜயகோபாலபுரம், நாரணமங்கலம், ஆலத்தூர், பெரம்பலூர்.: [414, 1572, 764, 1637]
- booth-entry: [1143, 1854, 1498, 1888]
- branch-heading: சிறுவயலூர் கிளை: [169, 1498, 275, 1514]
- panchayat-heading: வடக்கு மாதவி ஊராட்சி: [143, 340, 301, 360]
- paragraph: அமைப்பாளர்: ர.விக்னேஷ், 1/179, நடுத்தெரு, சிறுவயலூர், ஆலத்தூர், பெரம்பலூர்.: [45, 1521, 400, 1551]
- edition-date: சென்னை 02.03.2026: [45, 51, 449, 95]
- booth-organizer: : தருமிமுராஜன், வடக்குத்தெரு, இரூர், ஆலத்தூர், பெரம்பலூர்.: [490, 1334, 735, 1364]
- paragraph: அமைப்பாளர்: ச.கோபி, 6/250, தெற்குத்தெரு, அடைக்கம்பட்டி, ஆலத்தூர், பெரம்பலூர்.: [1143, 1059, 1498, 1089]
